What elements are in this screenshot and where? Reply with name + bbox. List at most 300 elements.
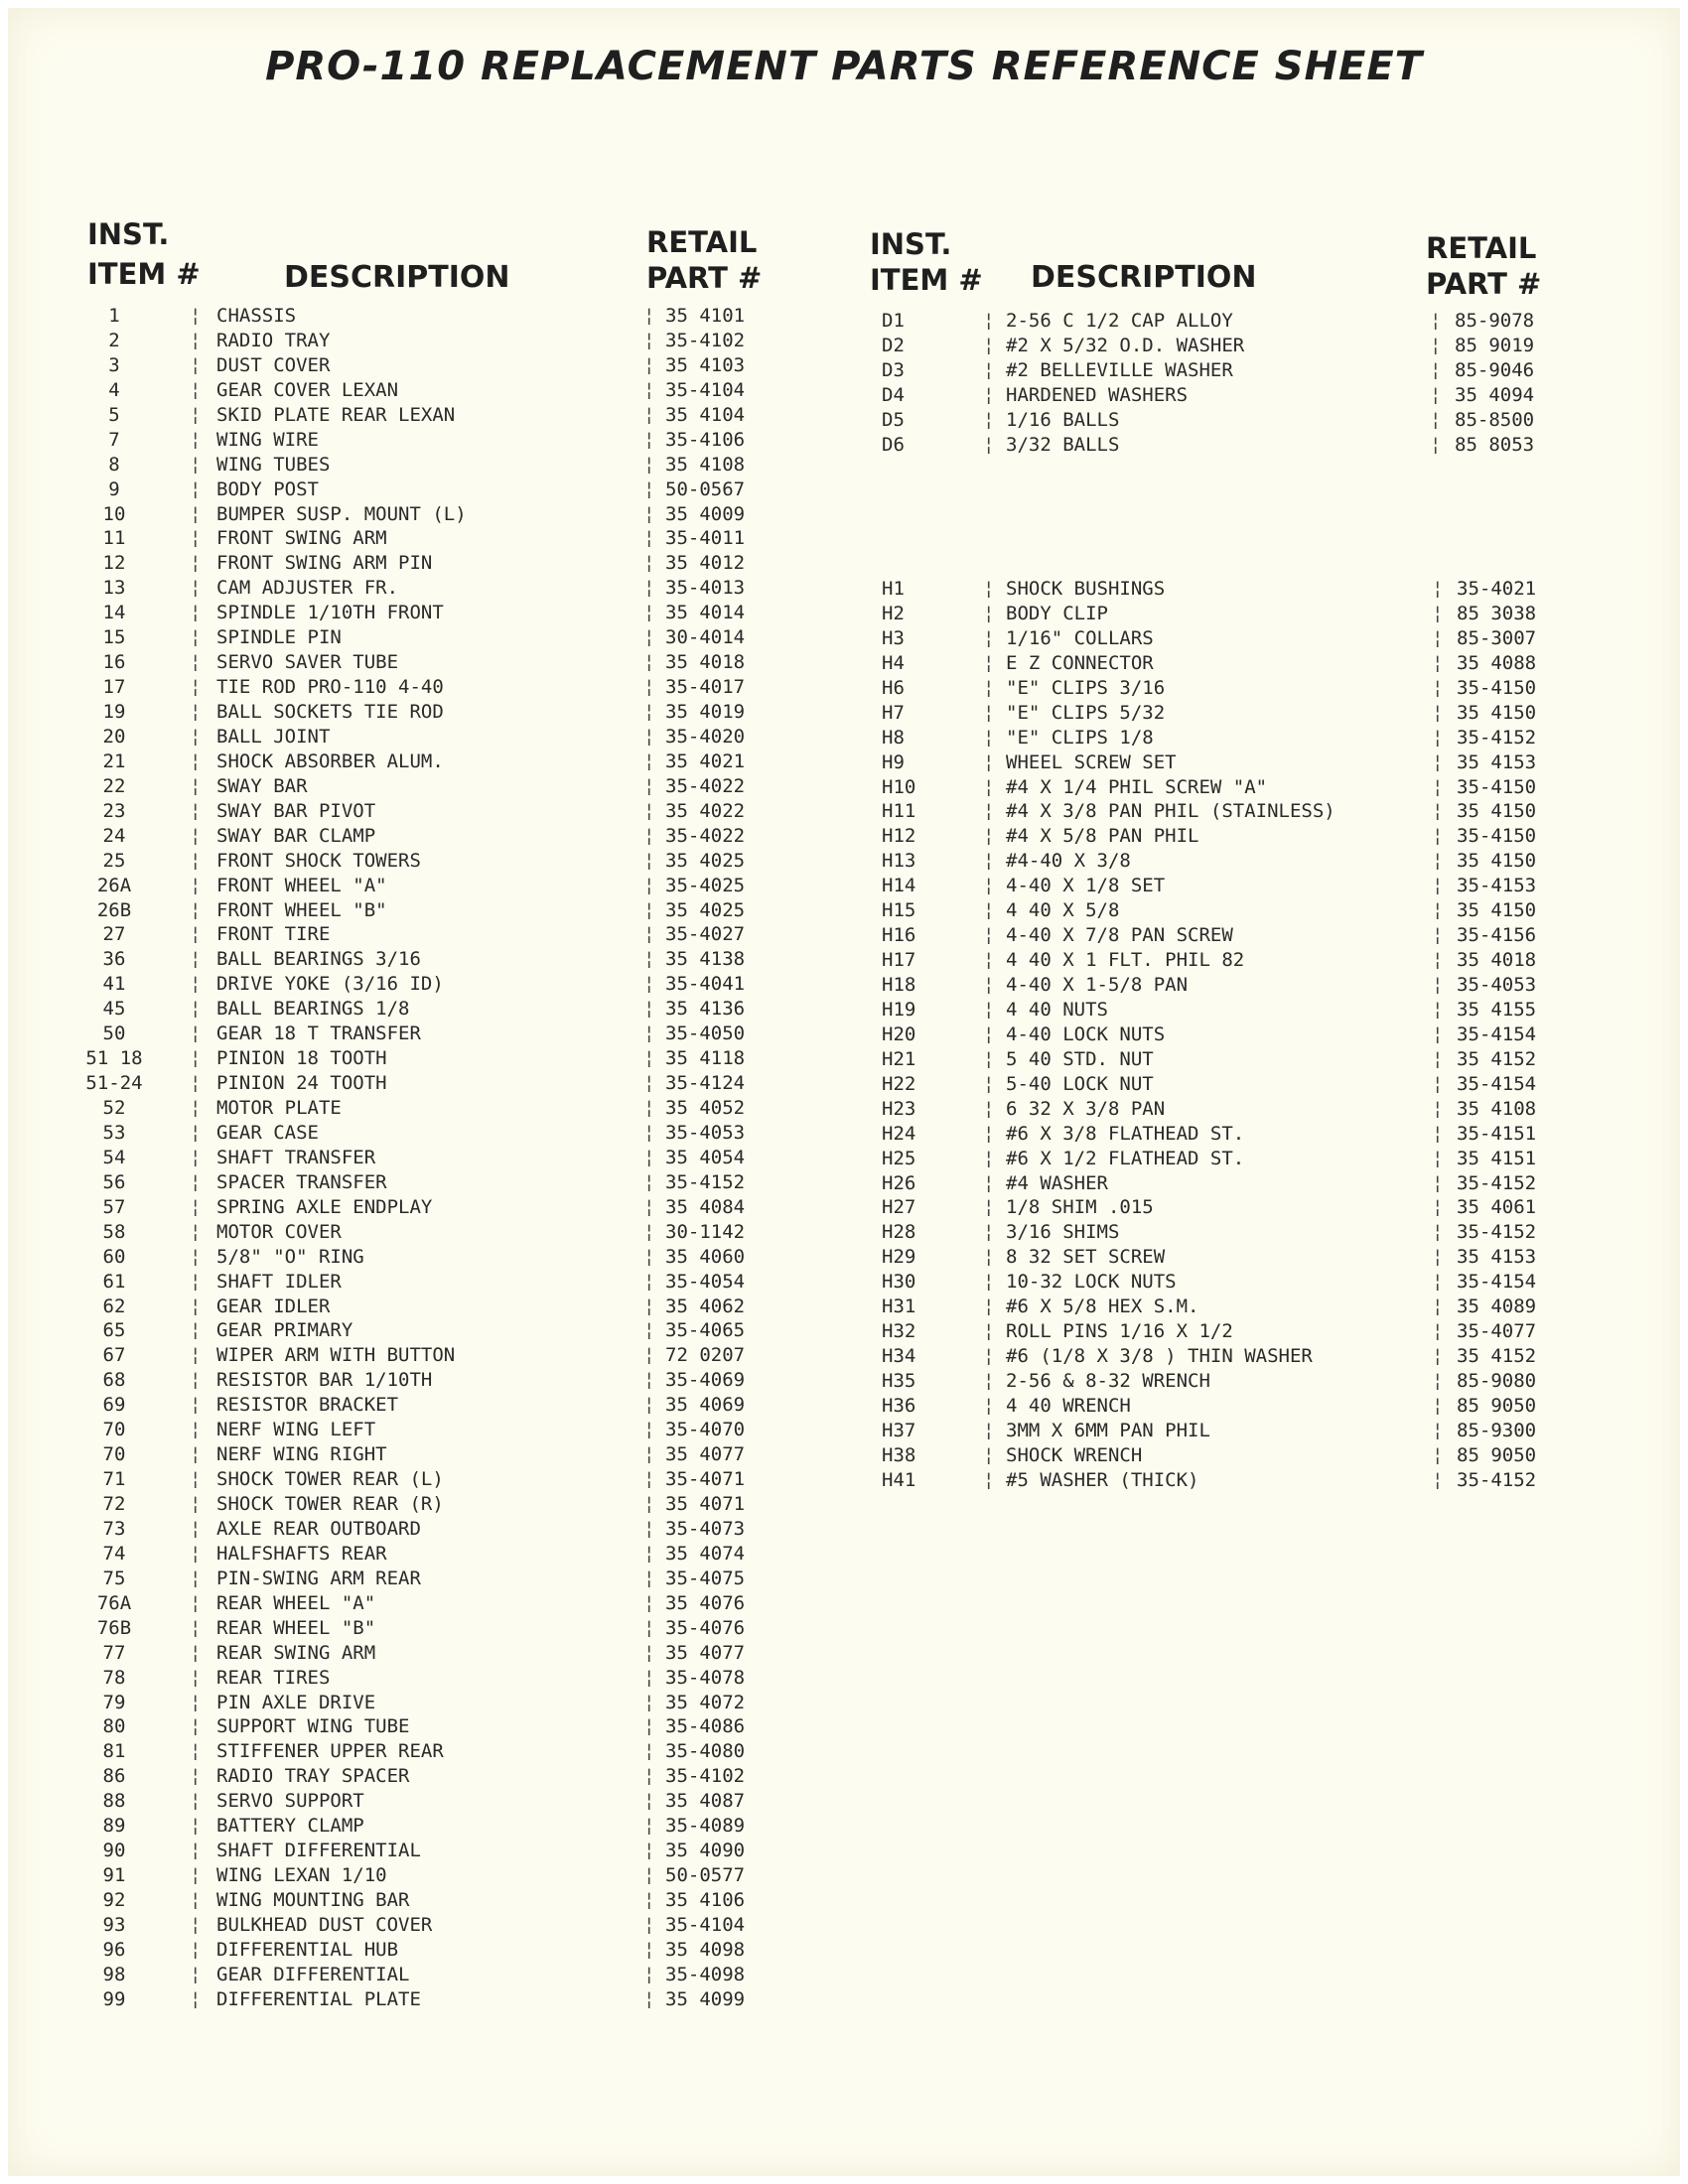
column-divider: ¦ <box>643 602 655 624</box>
column-divider: ¦ <box>643 1840 655 1862</box>
column-divider: ¦ <box>983 875 995 897</box>
retail-part-number: 35-4154 <box>1457 1023 1537 1045</box>
column-divider: ¦ <box>643 973 655 996</box>
retail-part-number: 35 4099 <box>665 1987 746 2010</box>
parts-row <box>844 1468 1688 1493</box>
parts-row <box>844 898 1688 923</box>
column-divider: ¦ <box>983 998 995 1021</box>
retail-part-number: 35-4027 <box>665 923 746 946</box>
part-description: BULKHEAD DUST COVER <box>216 1913 433 1936</box>
item-number: D3 <box>882 358 905 381</box>
part-description: 1/16" COLLARS <box>1006 626 1154 649</box>
item-number: 9 <box>108 478 120 500</box>
part-description: FRONT TIRE <box>216 923 331 946</box>
column-divider: ¦ <box>190 1765 202 1788</box>
part-description: GEAR COVER LEXAN <box>216 378 399 401</box>
column-divider: ¦ <box>983 1419 995 1441</box>
column-divider: ¦ <box>643 774 655 797</box>
retail-part-number: 35 4136 <box>665 998 746 1021</box>
column-divider: ¦ <box>190 824 202 847</box>
column-divider: ¦ <box>190 1666 202 1689</box>
column-divider: ¦ <box>643 923 655 946</box>
retail-part-number: 35 4084 <box>665 1195 746 1218</box>
parts-row <box>844 1220 1688 1245</box>
retail-part-number: 35 4071 <box>665 1493 746 1515</box>
column-divider: ¦ <box>190 1517 202 1540</box>
retail-part-number: 35-4104 <box>665 1913 746 1936</box>
parts-row <box>0 1913 844 1938</box>
parts-row <box>844 651 1688 676</box>
parts-row <box>844 1295 1688 1319</box>
column-divider: ¦ <box>1432 1097 1444 1120</box>
column-divider: ¦ <box>983 1394 995 1417</box>
column-divider: ¦ <box>190 1369 202 1392</box>
parts-row <box>844 948 1688 973</box>
item-number: 76A <box>96 1591 132 1614</box>
column-divider: ¦ <box>1432 924 1444 947</box>
retail-part-number: 35-4041 <box>665 973 746 996</box>
parts-row <box>844 602 1688 626</box>
item-number: 23 <box>102 799 126 822</box>
parts-row <box>844 1047 1688 1072</box>
column-divider: ¦ <box>643 1023 655 1045</box>
retail-part-number: 35-4076 <box>665 1616 746 1639</box>
parts-row <box>0 1888 844 1913</box>
column-divider: ¦ <box>643 305 655 327</box>
item-number: H24 <box>882 1122 916 1145</box>
retail-part-number: 35 4019 <box>665 701 746 723</box>
part-description: DIFFERENTIAL HUB <box>216 1938 399 1961</box>
column-divider: ¦ <box>643 1270 655 1293</box>
retail-part-number: 85-9078 <box>1455 310 1535 332</box>
retail-part-number: 35 4018 <box>665 651 746 674</box>
parts-row <box>844 577 1688 602</box>
column-divider: ¦ <box>643 874 655 896</box>
part-description: RESISTOR BAR 1/10TH <box>216 1369 433 1392</box>
retail-part-number: 35-4053 <box>1457 974 1537 996</box>
part-description: SHOCK TOWER REAR (L) <box>216 1468 444 1491</box>
retail-part-number: 35 4054 <box>665 1146 746 1168</box>
item-number: D5 <box>882 408 905 431</box>
part-description: CHASSIS <box>216 305 297 327</box>
column-divider: ¦ <box>1432 1072 1444 1095</box>
column-divider: ¦ <box>643 1815 655 1838</box>
column-divider: ¦ <box>643 1913 655 1936</box>
parts-row <box>0 453 844 478</box>
item-number: 50 <box>102 1023 126 1045</box>
retail-part-number: 35-4154 <box>1457 1072 1537 1095</box>
parts-row <box>844 408 1688 433</box>
part-description: SPRING AXLE ENDPLAY <box>216 1195 433 1218</box>
item-number: 54 <box>102 1146 126 1168</box>
retail-part-number: 85 8053 <box>1455 433 1535 456</box>
column-divider: ¦ <box>190 701 202 723</box>
item-number: H31 <box>882 1296 916 1318</box>
column-divider: ¦ <box>190 1567 202 1589</box>
part-description: #6 X 3/8 FLATHEAD ST. <box>1006 1122 1245 1145</box>
item-number: 41 <box>102 973 126 996</box>
parts-row <box>844 1245 1688 1270</box>
parts-row <box>0 799 844 824</box>
column-divider: ¦ <box>190 1443 202 1466</box>
part-description: MOTOR PLATE <box>216 1097 342 1119</box>
parts-row <box>0 700 844 725</box>
part-description: REAR WHEEL "B" <box>216 1616 376 1639</box>
retail-part-number: 35-4077 <box>1457 1320 1537 1343</box>
column-divider: ¦ <box>1432 1370 1444 1392</box>
retail-part-number: 35-4013 <box>665 577 746 600</box>
part-description: WIPER ARM WITH BUTTON <box>216 1344 456 1367</box>
item-number: 76B <box>96 1616 132 1639</box>
part-description: FRONT SHOCK TOWERS <box>216 849 421 872</box>
column-divider: ¦ <box>190 1468 202 1491</box>
item-number: H12 <box>882 825 916 848</box>
item-number: 75 <box>102 1567 126 1589</box>
column-divider: ¦ <box>1432 1443 1444 1466</box>
column-divider: ¦ <box>643 824 655 847</box>
column-divider: ¦ <box>643 1220 655 1243</box>
parts-row <box>0 1442 844 1467</box>
retail-part-number: 35 4090 <box>665 1840 746 1862</box>
column-divider: ¦ <box>643 1666 655 1689</box>
item-number: 98 <box>102 1963 126 1985</box>
item-number: 69 <box>102 1394 126 1417</box>
part-description: 2-56 C 1/2 CAP ALLOY <box>1006 310 1233 332</box>
item-number: 61 <box>102 1270 126 1293</box>
column-divider: ¦ <box>190 1072 202 1095</box>
retail-part-number: 35 4094 <box>1455 383 1535 406</box>
column-divider: ¦ <box>1432 1221 1444 1244</box>
column-divider: ¦ <box>643 1121 655 1144</box>
retail-part-number: 35 4153 <box>1457 751 1537 773</box>
part-description: SKID PLATE REAR LEXAN <box>216 403 456 426</box>
column-divider: ¦ <box>643 403 655 426</box>
column-divider: ¦ <box>1432 949 1444 972</box>
item-number: 81 <box>102 1740 126 1763</box>
item-number: D4 <box>882 383 905 406</box>
column-divider: ¦ <box>1430 310 1442 332</box>
column-divider: ¦ <box>190 898 202 921</box>
column-divider: ¦ <box>643 750 655 772</box>
part-description: STIFFENER UPPER REAR <box>216 1740 444 1763</box>
parts-row <box>0 601 844 625</box>
part-description: SUPPORT WING TUBE <box>216 1715 410 1738</box>
parts-row <box>844 1147 1688 1171</box>
column-divider: ¦ <box>1432 1147 1444 1169</box>
column-divider: ¦ <box>643 701 655 723</box>
column-divider: ¦ <box>1432 974 1444 996</box>
item-number: 3 <box>108 353 120 376</box>
item-number: H37 <box>882 1419 916 1441</box>
parts-row <box>844 1319 1688 1344</box>
column-divider: ¦ <box>190 874 202 896</box>
parts-row <box>0 1616 844 1641</box>
part-description: 4 40 X 5/8 <box>1006 899 1120 922</box>
parts-row <box>0 1567 844 1591</box>
parts-row <box>844 1369 1688 1394</box>
retail-part-number: 35 4152 <box>1457 1047 1537 1070</box>
parts-row <box>0 551 844 576</box>
column-divider: ¦ <box>190 1840 202 1862</box>
item-number: D1 <box>882 310 905 332</box>
column-divider: ¦ <box>1432 800 1444 823</box>
item-number: H38 <box>882 1443 916 1466</box>
item-number: H4 <box>882 651 905 674</box>
column-divider: ¦ <box>983 1221 995 1244</box>
column-divider: ¦ <box>190 1715 202 1738</box>
part-description: GEAR CASE <box>216 1121 319 1144</box>
parts-row <box>844 701 1688 726</box>
column-divider: ¦ <box>190 478 202 500</box>
item-number: 53 <box>102 1121 126 1144</box>
item-number: 36 <box>102 948 126 971</box>
item-number: H41 <box>882 1468 916 1491</box>
parts-row <box>844 383 1688 408</box>
item-number: 27 <box>102 923 126 946</box>
column-divider: ¦ <box>983 1370 995 1392</box>
column-divider: ¦ <box>643 1047 655 1070</box>
part-description: RESISTOR BRACKET <box>216 1394 399 1417</box>
item-number: 11 <box>102 527 126 550</box>
item-number: 68 <box>102 1369 126 1392</box>
item-number: 14 <box>102 602 126 624</box>
part-description: #4 X 3/8 PAN PHIL (STAINLESS) <box>1006 800 1336 823</box>
retail-part-number: 35 4150 <box>1457 850 1537 873</box>
item-number: H1 <box>882 578 905 600</box>
column-divider: ¦ <box>190 774 202 797</box>
parts-row <box>0 625 844 650</box>
left-retail-header-2: PART # <box>646 261 763 295</box>
item-number: H27 <box>882 1196 916 1219</box>
part-description: RADIO TRAY SPACER <box>216 1765 410 1788</box>
item-number: 5 <box>108 403 120 426</box>
part-description: TIE ROD PRO-110 4-40 <box>216 676 444 699</box>
part-description: SHOCK WRENCH <box>1006 1443 1143 1466</box>
column-divider: ¦ <box>643 651 655 674</box>
part-description: ROLL PINS 1/16 X 1/2 <box>1006 1320 1233 1343</box>
right-retail-header-2: PART # <box>1426 267 1542 301</box>
part-description: GEAR PRIMARY <box>216 1319 353 1342</box>
column-divider: ¦ <box>643 478 655 500</box>
parts-row <box>844 1344 1688 1369</box>
parts-row <box>0 1542 844 1567</box>
parts-row <box>0 1839 844 1863</box>
parts-row <box>844 1023 1688 1047</box>
column-divider: ¦ <box>190 1790 202 1813</box>
column-divider: ¦ <box>1432 602 1444 624</box>
retail-part-number: 35 4108 <box>1457 1097 1537 1120</box>
column-divider: ¦ <box>643 1170 655 1193</box>
parts-row <box>0 1295 844 1319</box>
parts-row <box>0 353 844 378</box>
part-description: PINION 24 TOOTH <box>216 1072 387 1095</box>
item-number: 8 <box>108 453 120 476</box>
retail-part-number: 35-4071 <box>665 1468 746 1491</box>
parts-row <box>0 378 844 403</box>
parts-row <box>0 1393 844 1418</box>
parts-row <box>0 849 844 874</box>
retail-part-number: 35-4011 <box>665 527 746 550</box>
item-number: 16 <box>102 651 126 674</box>
item-number: H25 <box>882 1147 916 1169</box>
column-divider: ¦ <box>643 1889 655 1911</box>
part-description: AXLE REAR OUTBOARD <box>216 1517 421 1540</box>
retail-part-number: 35-4089 <box>665 1815 746 1838</box>
part-description: SPINDLE PIN <box>216 626 342 649</box>
column-divider: ¦ <box>643 527 655 550</box>
part-description: 2-56 & 8-32 WRENCH <box>1006 1370 1210 1392</box>
column-divider: ¦ <box>1432 1196 1444 1219</box>
part-description: RADIO TRAY <box>216 329 331 351</box>
item-number: 88 <box>102 1790 126 1813</box>
column-divider: ¦ <box>983 751 995 773</box>
column-divider: ¦ <box>643 1146 655 1168</box>
retail-part-number: 35 4118 <box>665 1047 746 1070</box>
retail-part-number: 35-4152 <box>1457 1468 1537 1491</box>
retail-part-number: 35 4022 <box>665 799 746 822</box>
right-retail-header-1: RETAIL <box>1426 231 1537 265</box>
part-description: SHAFT TRANSFER <box>216 1146 376 1168</box>
column-divider: ¦ <box>190 1270 202 1293</box>
part-description: BODY CLIP <box>1006 602 1108 624</box>
parts-row <box>844 1394 1688 1419</box>
column-divider: ¦ <box>1432 1296 1444 1318</box>
column-divider: ¦ <box>643 1691 655 1713</box>
part-description: #4 X 5/8 PAN PHIL <box>1006 825 1199 848</box>
part-description: 6 32 X 3/8 PAN <box>1006 1097 1166 1120</box>
retail-part-number: 50-0577 <box>665 1864 746 1887</box>
parts-row <box>0 1368 844 1393</box>
part-description: HARDENED WASHERS <box>1006 383 1189 406</box>
item-number: 89 <box>102 1815 126 1838</box>
parts-row <box>0 1714 844 1739</box>
part-description: "E" CLIPS 3/16 <box>1006 676 1166 699</box>
item-number: 56 <box>102 1170 126 1193</box>
item-number: 67 <box>102 1344 126 1367</box>
item-number: 17 <box>102 676 126 699</box>
item-number: 91 <box>102 1864 126 1887</box>
parts-row <box>0 898 844 923</box>
parts-row <box>0 1270 844 1295</box>
retail-part-number: 35-4152 <box>1457 1171 1537 1194</box>
retail-part-number: 35-4065 <box>665 1319 746 1342</box>
item-number: 79 <box>102 1691 126 1713</box>
part-description: REAR SWING ARM <box>216 1641 376 1664</box>
page-title: PRO-110 REPLACEMENT PARTS REFERENCE SHEET <box>265 44 1423 89</box>
column-divider: ¦ <box>1432 578 1444 600</box>
item-number: 90 <box>102 1840 126 1862</box>
column-divider: ¦ <box>190 1691 202 1713</box>
column-divider: ¦ <box>1432 1320 1444 1343</box>
item-number: H19 <box>882 998 916 1021</box>
part-description: E Z CONNECTOR <box>1006 651 1154 674</box>
retail-part-number: 35-4150 <box>1457 775 1537 798</box>
item-number: 86 <box>102 1765 126 1788</box>
retail-part-number: 35-4106 <box>665 428 746 451</box>
parts-row <box>0 1963 844 1987</box>
column-divider: ¦ <box>190 1245 202 1268</box>
column-divider: ¦ <box>1432 1468 1444 1491</box>
item-number: H26 <box>882 1171 916 1194</box>
item-number: D2 <box>882 334 905 356</box>
column-divider: ¦ <box>190 1938 202 1961</box>
left-description-header: DESCRIPTION <box>284 260 510 295</box>
column-divider: ¦ <box>983 383 995 406</box>
column-divider: ¦ <box>643 1245 655 1268</box>
column-divider: ¦ <box>190 1591 202 1614</box>
parts-row <box>0 675 844 700</box>
column-divider: ¦ <box>1432 651 1444 674</box>
column-divider: ¦ <box>190 948 202 971</box>
parts-row <box>844 1270 1688 1295</box>
column-divider: ¦ <box>983 1345 995 1368</box>
column-divider: ¦ <box>1432 1345 1444 1368</box>
part-description: NERF WING RIGHT <box>216 1443 387 1466</box>
column-divider: ¦ <box>643 329 655 351</box>
part-description: 5 40 STD. NUT <box>1006 1047 1154 1070</box>
part-description: #4 X 1/4 PHIL SCREW "A" <box>1006 775 1268 798</box>
column-divider: ¦ <box>983 1072 995 1095</box>
part-description: GEAR IDLER <box>216 1295 331 1317</box>
parts-row <box>844 1443 1688 1468</box>
parts-row <box>844 849 1688 874</box>
retail-part-number: 85 9050 <box>1457 1443 1537 1466</box>
column-divider: ¦ <box>983 1443 995 1466</box>
item-number: H32 <box>882 1320 916 1343</box>
item-number: H3 <box>882 626 905 649</box>
part-description: #2 X 5/32 O.D. WASHER <box>1006 334 1245 356</box>
retail-part-number: 35 4062 <box>665 1295 746 1317</box>
column-divider: ¦ <box>983 726 995 749</box>
item-number: H7 <box>882 701 905 724</box>
column-divider: ¦ <box>1432 1246 1444 1269</box>
item-number: 92 <box>102 1889 126 1911</box>
parts-row <box>0 329 844 353</box>
column-divider: ¦ <box>1432 726 1444 749</box>
column-divider: ¦ <box>190 1170 202 1193</box>
part-description: WING WIRE <box>216 428 319 451</box>
column-divider: ¦ <box>1432 850 1444 873</box>
item-number: H29 <box>882 1246 916 1269</box>
column-divider: ¦ <box>643 1740 655 1763</box>
column-divider: ¦ <box>983 1171 995 1194</box>
part-description: NERF WING LEFT <box>216 1419 376 1441</box>
column-divider: ¦ <box>1432 899 1444 922</box>
part-description: 10-32 LOCK NUTS <box>1006 1271 1177 1294</box>
parts-row <box>844 799 1688 824</box>
column-divider: ¦ <box>643 1369 655 1392</box>
column-divider: ¦ <box>190 725 202 748</box>
part-description: MOTOR COVER <box>216 1220 342 1243</box>
column-divider: ¦ <box>190 1963 202 1985</box>
parts-row <box>0 1071 844 1096</box>
column-divider: ¦ <box>190 1740 202 1763</box>
item-number: H8 <box>882 726 905 749</box>
part-description: FRONT WHEEL "A" <box>216 874 387 896</box>
right-inst-header-1: INST. <box>870 227 952 261</box>
retail-part-number: 35-4069 <box>665 1369 746 1392</box>
item-number: 51-24 <box>85 1072 143 1095</box>
column-divider: ¦ <box>190 305 202 327</box>
right-description-header: DESCRIPTION <box>1031 260 1257 295</box>
part-description: 5-40 LOCK NUT <box>1006 1072 1154 1095</box>
column-divider: ¦ <box>1432 875 1444 897</box>
part-description: 4-40 X 1-5/8 PAN <box>1006 974 1189 996</box>
item-number: 80 <box>102 1715 126 1738</box>
part-description: "E" CLIPS 5/32 <box>1006 701 1166 724</box>
part-description: HALFSHAFTS REAR <box>216 1542 387 1565</box>
item-number: H17 <box>882 949 916 972</box>
